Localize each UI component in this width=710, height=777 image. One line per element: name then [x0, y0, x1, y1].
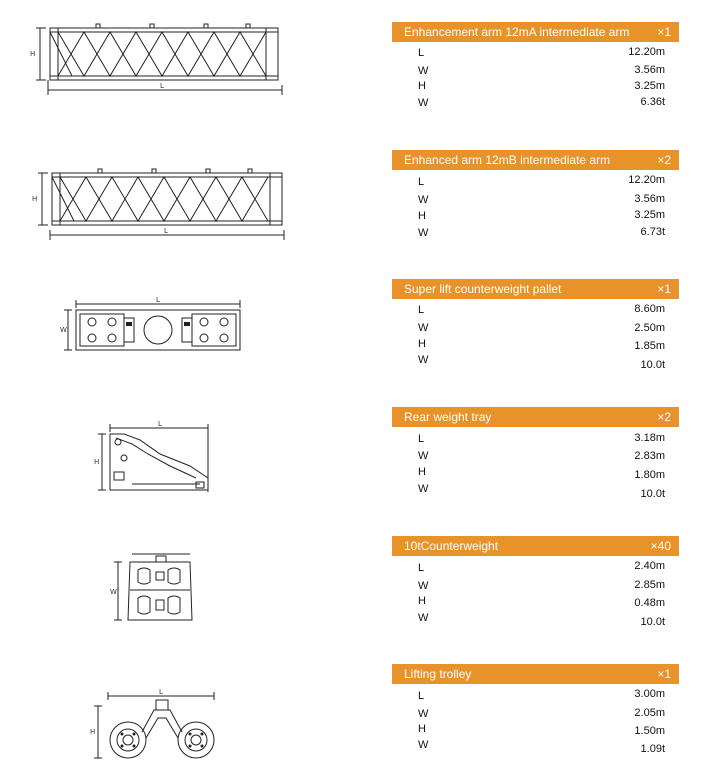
width-dim-label: W	[110, 588, 117, 596]
height-dim-label: H	[94, 458, 100, 466]
item-title: Rear weight tray	[404, 410, 492, 424]
counterweight-drawing	[0, 516, 380, 636]
spec-label: H	[418, 595, 426, 607]
spec-label: H	[418, 210, 426, 222]
weight-tray-drawing	[0, 388, 380, 508]
item-quantity: ×1	[657, 25, 671, 39]
item-title-bar	[392, 536, 679, 556]
spec-label: W	[418, 65, 429, 77]
spec-value: 3.00m	[634, 688, 665, 700]
spec-label: W	[418, 194, 429, 206]
spec-label: H	[418, 338, 426, 350]
spec-value: 1.80m	[634, 469, 665, 481]
width-dim-label: W	[60, 326, 67, 334]
spec-label: H	[418, 723, 426, 735]
item-quantity: ×40	[650, 539, 671, 553]
spec-label: W	[418, 708, 429, 720]
spec-panel	[392, 279, 679, 389]
spec-label: L	[418, 690, 425, 702]
spec-panel	[392, 407, 679, 517]
height-dim-label: H	[32, 195, 38, 203]
length-dim-label: L	[164, 227, 168, 235]
spec-list	[392, 170, 679, 260]
spec-value: 6.73t	[640, 226, 665, 238]
spec-list	[392, 299, 679, 389]
spec-label: W	[418, 483, 429, 495]
item-title-bar	[392, 22, 679, 42]
truss-arm-drawing	[0, 0, 380, 120]
item-title: Enhanced arm 12mB intermediate arm	[404, 153, 611, 167]
spec-label: L	[418, 433, 425, 445]
spec-value: 2.83m	[634, 450, 665, 462]
spec-label: W	[418, 450, 429, 462]
lifting-trolley-drawing	[0, 644, 380, 764]
spec-panel	[392, 22, 679, 132]
spec-label: W	[418, 322, 429, 334]
item-title: Super lift counterweight pallet	[404, 282, 562, 296]
spec-value: 2.40m	[634, 560, 665, 572]
item-title: Enhancement arm 12mA intermediate arm	[404, 25, 630, 39]
spec-label: L	[418, 176, 425, 188]
spec-value: 2.50m	[634, 322, 665, 334]
spec-value: 10.0t	[640, 359, 665, 371]
pallet-drawing	[0, 260, 380, 380]
spec-label: W	[418, 580, 429, 592]
spec-value: 3.56m	[634, 64, 665, 76]
item-quantity: ×1	[657, 282, 671, 296]
truss-arm-drawing	[0, 130, 380, 250]
spec-panel	[392, 536, 679, 646]
spec-panel	[392, 664, 679, 774]
item-quantity: ×2	[657, 410, 671, 424]
spec-value: 12.20m	[628, 46, 665, 58]
spec-value: 8.60m	[634, 303, 665, 315]
spec-label: W	[418, 354, 429, 366]
spec-value: 1.85m	[634, 340, 665, 352]
spec-value: 3.18m	[634, 432, 665, 444]
length-dim-label: L	[156, 296, 160, 304]
spec-value: 3.25m	[634, 209, 665, 221]
spec-label: W	[418, 97, 429, 109]
spec-list	[392, 684, 679, 774]
spec-value: 1.50m	[634, 725, 665, 737]
spec-label: L	[418, 47, 425, 59]
spec-value: 6.36t	[640, 96, 665, 108]
spec-value: 0.48m	[634, 597, 665, 609]
spec-value: 2.85m	[634, 579, 665, 591]
spec-label: W	[418, 739, 429, 751]
height-dim-label: H	[90, 728, 96, 736]
spec-list	[392, 42, 679, 132]
spec-label: H	[418, 466, 426, 478]
spec-value: 3.25m	[634, 80, 665, 92]
item-title-bar	[392, 279, 679, 299]
spec-panel	[392, 150, 679, 260]
item-quantity: ×2	[657, 153, 671, 167]
spec-value: 12.20m	[628, 174, 665, 186]
spec-label: H	[418, 80, 426, 92]
height-dim-label: H	[30, 50, 36, 58]
spec-label: W	[418, 227, 429, 239]
item-title: 10tCounterweight	[404, 539, 499, 553]
spec-value: 10.0t	[640, 488, 665, 500]
item-title-bar	[392, 664, 679, 684]
spec-label: W	[418, 612, 429, 624]
length-dim-label: L	[159, 688, 163, 696]
spec-value: 3.56m	[634, 193, 665, 205]
spec-label: L	[418, 304, 425, 316]
item-title-bar	[392, 407, 679, 427]
length-dim-label: L	[158, 420, 162, 428]
spec-list	[392, 556, 679, 646]
spec-value: 2.05m	[634, 707, 665, 719]
item-title: Lifting trolley	[404, 667, 472, 681]
length-dim-label: L	[160, 82, 164, 90]
item-title-bar	[392, 150, 679, 170]
spec-value: 1.09t	[640, 743, 665, 755]
spec-value: 10.0t	[640, 616, 665, 628]
spec-label: L	[418, 562, 425, 574]
item-quantity: ×1	[657, 667, 671, 681]
spec-list	[392, 427, 679, 517]
